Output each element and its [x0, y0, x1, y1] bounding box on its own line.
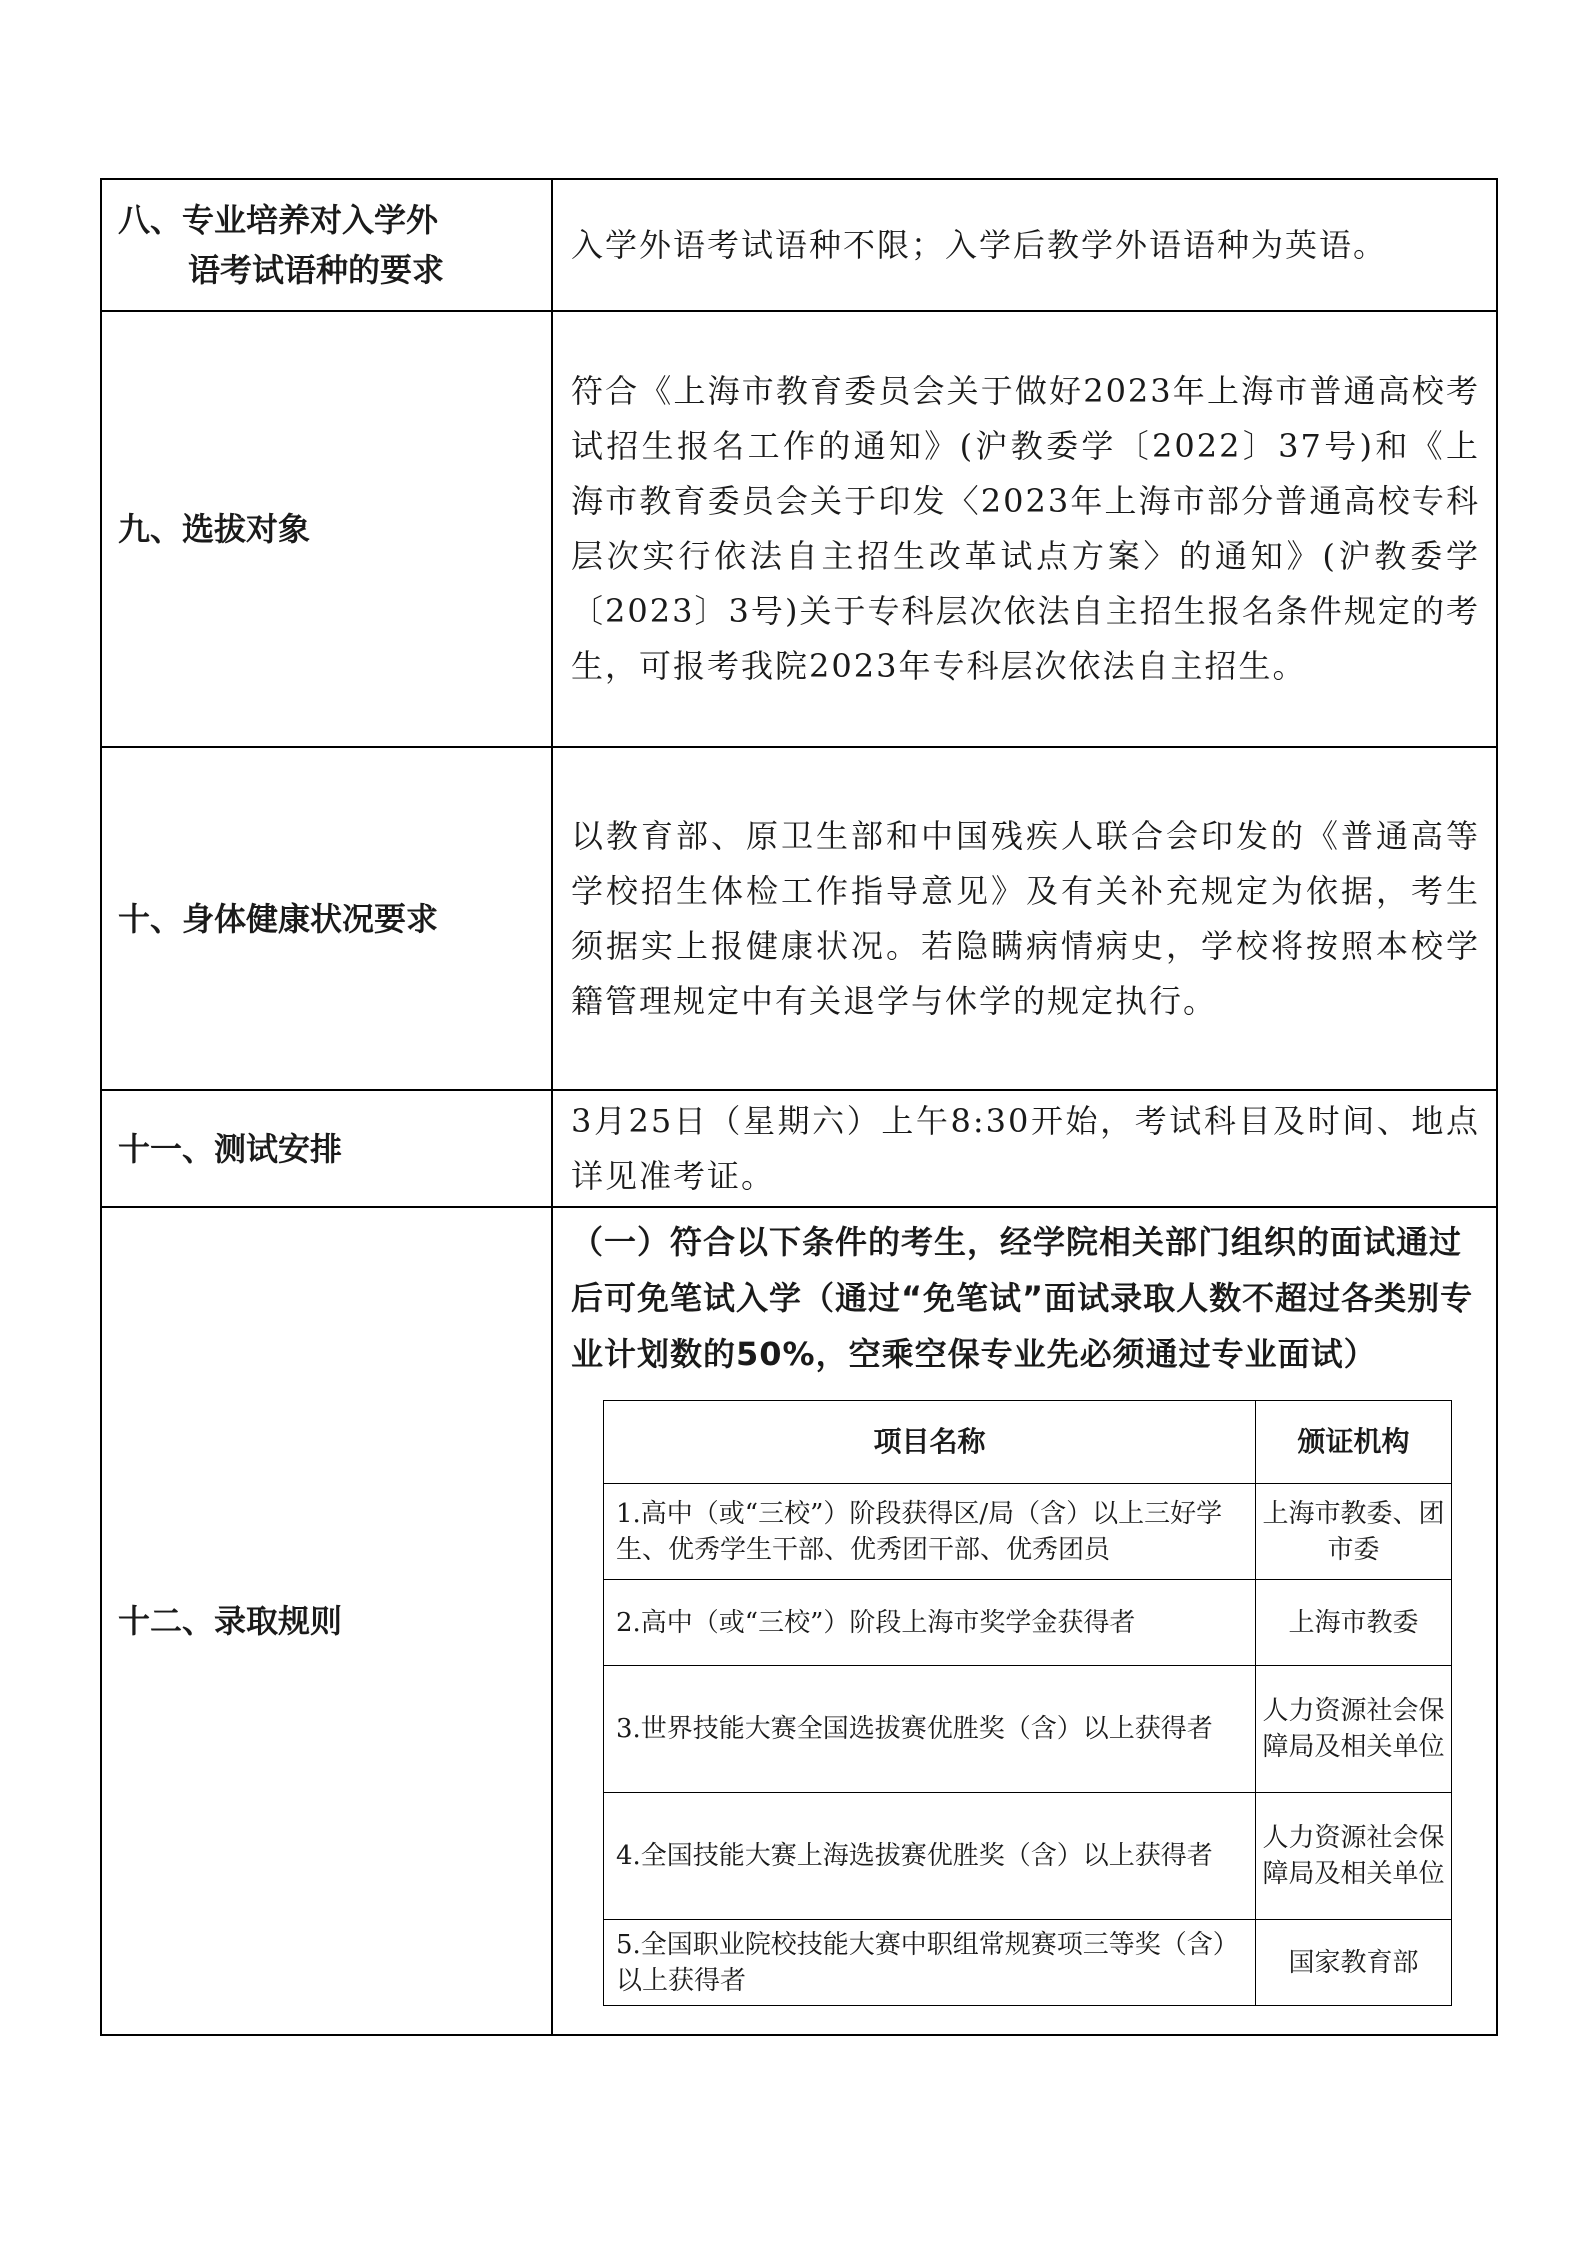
label-admission-rules: 十二、录取规则 [101, 1207, 552, 2035]
row-selection-target [101, 311, 1497, 747]
label-test-schedule: 十一、测试安排 [101, 1090, 552, 1207]
admission-rules-intro: （一）符合以下条件的考生，经学院相关部门组织的面试通过后可免笔试入学（通过“免笔试”面试录取人数不超过各类别专业计划数的50%，空乘空保专业先必须通过专业面试） [571, 1223, 1474, 1373]
value-foreign-language: 入学外语考试语种不限；入学后教学外语语种为英语。 [552, 179, 1497, 311]
header-item-name: 项目名称 [604, 1401, 1256, 1484]
table-row [604, 1484, 1452, 1580]
admission-info-table [100, 178, 1498, 2036]
item-org: 人力资源社会保障局及相关单位 [1256, 1793, 1452, 1920]
row-test-schedule [101, 1090, 1497, 1207]
label-line-2: 语考试语种的要求 [188, 251, 445, 289]
value-health-requirements: 以教育部、原卫生部和中国残疾人联合会印发的《普通高等学校招生体检工作指导意见》及有关补充规定为依据，考生须据实上报健康状况。若隐瞒病情病史，学校将按照本校学籍管理规定中有关退学与休学的规定执行。 [552, 747, 1497, 1090]
item-name: 4.全国技能大赛上海选拔赛优胜奖（含）以上获得者 [604, 1793, 1256, 1920]
item-org: 上海市教委 [1256, 1580, 1452, 1666]
item-org: 国家教育部 [1256, 1920, 1452, 2006]
label-foreign-language [101, 179, 552, 311]
item-name: 1.高中（或“三校”）阶段获得区/局（含）以上三好学生、优秀学生干部、优秀团干部、优秀团员 [604, 1484, 1256, 1580]
label-line-1: 八、专业培养对入学外 [118, 201, 439, 239]
exemption-table-header [604, 1401, 1452, 1484]
header-issuing-org: 颁证机构 [1256, 1401, 1452, 1484]
row-admission-rules [101, 1207, 1497, 2035]
value-test-schedule: 3月25日（星期六）上午8:30开始，考试科目及时间、地点详见准考证。 [552, 1090, 1497, 1207]
table-row [604, 1580, 1452, 1666]
item-org: 上海市教委、团市委 [1256, 1484, 1452, 1580]
value-admission-rules [552, 1207, 1497, 2035]
item-org: 人力资源社会保障局及相关单位 [1256, 1666, 1452, 1793]
table-row [604, 1920, 1452, 2006]
row-foreign-language [101, 179, 1497, 311]
table-row [604, 1666, 1452, 1793]
value-selection-target: 符合《上海市教育委员会关于做好2023年上海市普通高校考试招生报名工作的通知》(沪教委学〔2022〕37号)和《上海市教育委员会关于印发〈2023年上海市部分普通高校专科层次实行依法自主招生改革试点方案〉的通知》(沪教委学〔2023〕3号)关于专科层次依法自主招生报名条件规定的考生，可报考我院2023年专科层次依法自主招生。 [552, 311, 1497, 747]
exemption-items-table [603, 1400, 1452, 2006]
item-name: 5.全国职业院校技能大赛中职组常规赛项三等奖（含）以上获得者 [604, 1920, 1256, 2006]
label-health-requirements: 十、身体健康状况要求 [101, 747, 552, 1090]
table-row [604, 1793, 1452, 1920]
item-name: 3.世界技能大赛全国选拔赛优胜奖（含）以上获得者 [604, 1666, 1256, 1793]
item-name: 2.高中（或“三校”）阶段上海市奖学金获得者 [604, 1580, 1256, 1666]
label-selection-target: 九、选拔对象 [101, 311, 552, 747]
row-health-requirements [101, 747, 1497, 1090]
